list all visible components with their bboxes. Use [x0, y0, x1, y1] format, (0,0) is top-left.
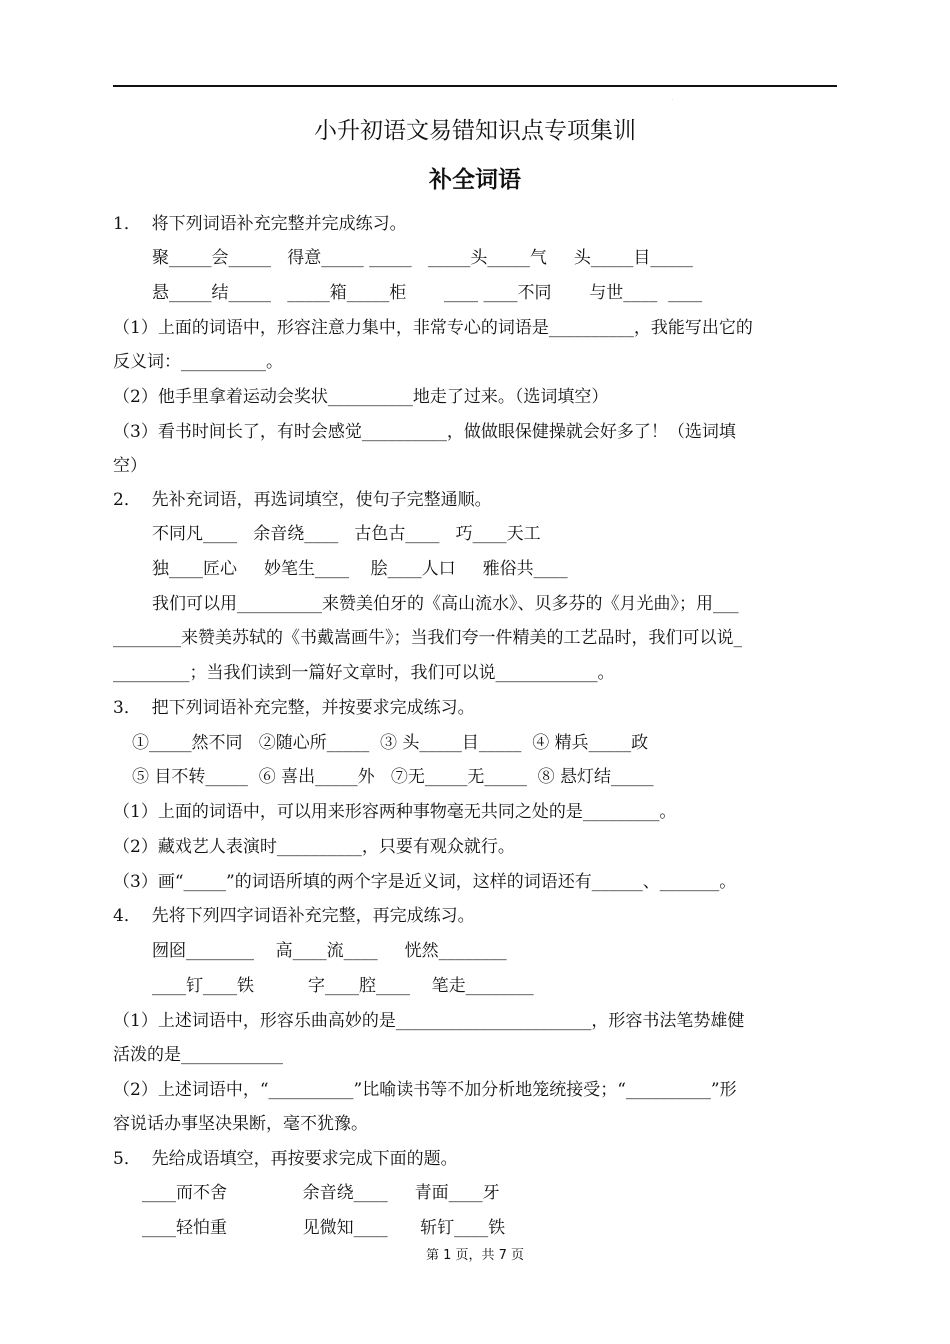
question-1-stem: 1． 将下列词语补充完整并完成练习。: [113, 214, 407, 234]
question-3-part-1: （1）上面的词语中，可以用来形容两种事物毫无共同之处的是_________。: [113, 802, 677, 822]
question-2-stem: 2． 先补充词语，再选词填空，使句子完整通顺。: [113, 490, 492, 510]
question-3-words-row-2: ⑤ 目不转_____ ⑥ 喜出_____外 ⑦无_____无_____ ⑧ 悬灯结_____: [132, 767, 654, 787]
question-1-words-row-1: 聚_____会_____ 得意_____ _____ _____头_____气 头_____目_____: [152, 248, 693, 268]
question-2-paragraph-1: 我们可以用__________来赞美伯牙的《高山流水》、贝多芬的《月光曲》；用___: [152, 594, 739, 614]
question-4-part-1: （1）上述词语中，形容乐曲高妙的是_______________________，形容书法笔势雄健: [113, 1011, 745, 1031]
question-3-part-2: （2）藏戏艺人表演时__________，只要有观众就行。: [113, 837, 515, 857]
question-5-stem: 5． 先给成语填空，再按要求完成下面的题。: [113, 1149, 458, 1169]
page-footer: 第 1 页，共 7 页: [425, 1248, 525, 1263]
question-4-words-row-1: 囫囵________ 高____流____ 恍然________: [152, 941, 507, 961]
question-3-words-row-1: ①_____然不同 ②随心所_____ ③ 头_____目_____ ④ 精兵_____政: [132, 733, 649, 753]
question-4-part-2: （2）上述词语中，“__________”比喻读书等不加分析地笼统接受；“__________”形: [113, 1080, 737, 1100]
question-5-words-row-1: ____而不舍 余音绕____ 青面____牙: [142, 1183, 500, 1203]
question-4-stem: 4． 先将下列四字词语补充完整，再完成练习。: [113, 906, 475, 926]
question-1-part-3: （3）看书时间长了，有时会感觉__________，做做眼保健操就会好多了！（选词填: [113, 422, 736, 442]
question-2-words-row-1: 不同凡____ 余音绕____ 古色古____ 巧____天工: [152, 524, 541, 544]
question-2-words-row-2: 独____匠心 妙笔生____ 脍____人口 雅俗共____: [152, 559, 568, 579]
question-3-stem: 3． 把下列词语补充完整，并按要求完成练习。: [113, 698, 475, 718]
question-1-words-row-2: 悬_____结_____ _____箱_____柜 ____ ____不同 与世____ ____: [152, 283, 703, 303]
question-2-paragraph-3: _________；当我们读到一篇好文章时，我们可以说____________。: [113, 663, 615, 683]
header-dot: ·: [672, 97, 674, 103]
question-4-part-1-cont: 活泼的是____________: [113, 1045, 283, 1065]
header-rule: [113, 85, 837, 87]
question-1-part-1-cont: 反义词：__________。: [113, 352, 283, 372]
question-5-words-row-2: ____轻怕重 见微知____ 斩钉____铁: [142, 1218, 506, 1238]
section-title: 补全词语: [429, 167, 521, 193]
question-3-part-3: （3）画“_____”的词语所填的两个字是近义词，这样的词语还有______、_______。: [113, 872, 737, 892]
question-2-paragraph-2: ________来赞美苏轼的《书戴嵩画牛》；当我们夸一件精美的工艺品时，我们可以说_: [113, 628, 742, 648]
document-title: 小升初语文易错知识点专项集训: [314, 118, 636, 144]
question-4-words-row-2: ____钉____铁 字____腔____ 笔走________: [152, 976, 534, 996]
question-1-part-1: （1）上面的词语中，形容注意力集中，非常专心的词语是__________，我能写出它的: [113, 318, 753, 338]
question-4-part-2-cont: 容说话办事坚决果断，毫不犹豫。: [113, 1114, 368, 1134]
question-1-part-2: （2）他手里拿着运动会奖状__________地走了过来。（选词填空）: [113, 387, 609, 407]
question-1-part-3-cont: 空）: [113, 456, 147, 476]
